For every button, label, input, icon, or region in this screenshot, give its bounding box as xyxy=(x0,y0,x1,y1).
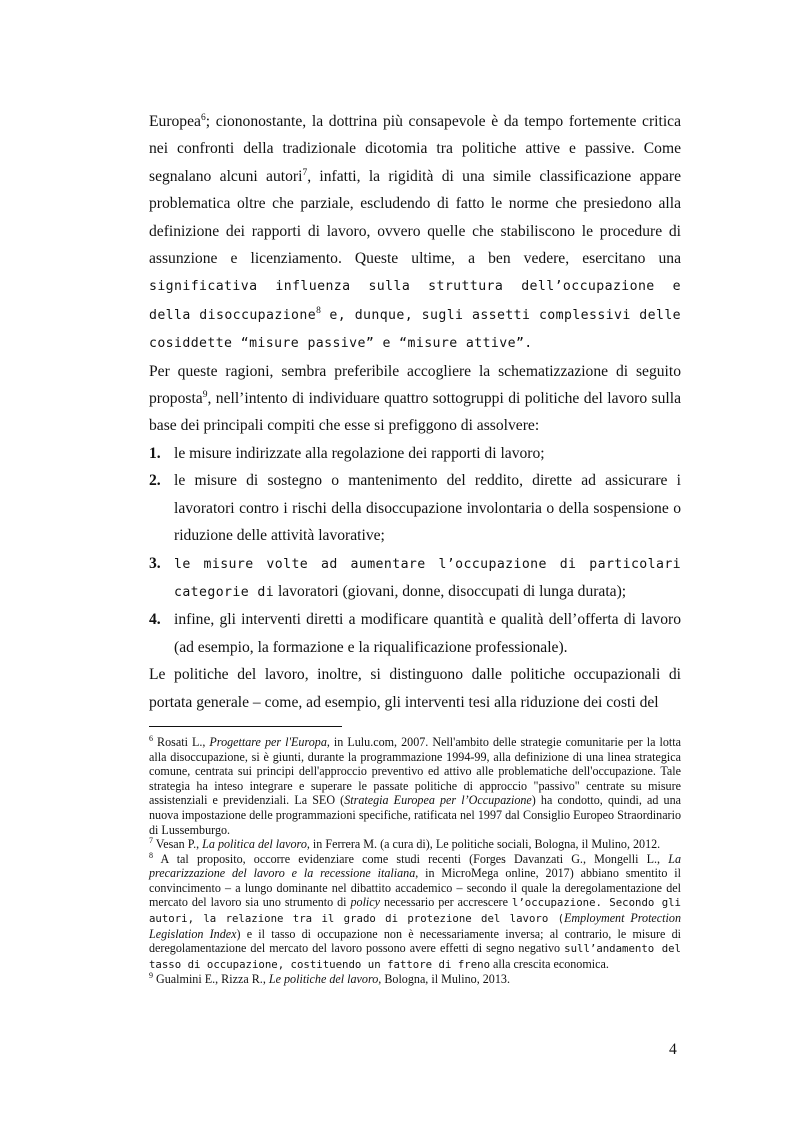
list-item: 2. le misure di sostegno o mantenimento del reddito, dirette ad assicurare i lavoratori contro i rischi della disoccupazione involontaria o della sospensione o riduzione delle attività lavorative; xyxy=(149,472,681,545)
footnote-separator xyxy=(149,726,342,727)
page-content xyxy=(149,108,681,987)
footnote-ref-9[interactable]: 9 xyxy=(202,389,208,400)
footnotes xyxy=(149,735,681,987)
footnote-ref-6[interactable]: 6 xyxy=(200,112,206,123)
footnote-7: $^7$ Vesan P., La politica del lavoro, in Ferrera M. (a cura di), Le politiche sociali, Bologna, il Mulino, 2012. xyxy=(149,836,661,852)
footnote-ref-8[interactable]: 8 xyxy=(316,305,321,316)
main-text xyxy=(149,108,681,716)
footnote-ref-7[interactable]: 7 xyxy=(302,167,308,178)
paragraph-3: Le politiche del lavoro, inoltre, si distinguono dalle politiche occupazionali di portata generale – come, ad esempio, gli interventi tesi alla riduzione dei costi del xyxy=(149,666,681,711)
list-item: 3. le misure volte ad aumentare l’occupazione di particolari categorie di lavoratori (giovani, donne, disoccupati di lunga durata); xyxy=(149,554,681,600)
footnote-9: $^9$ Gualmini E., Rizza R., Le politiche del lavoro, Bologna, il Mulino, 2013. xyxy=(149,971,510,987)
footnote-8: $^8$ A tal proposito, occorre evidenziare come studi recenti (Forges Davanzati G., Mongelli L., La precarizzazione del lavoro e la recessione italiana, in MicroMega online, 2017) abbiano smentito il convincimento – a lungo dominante nel dibattito accademico – secondo il quale la deregolamentazione del mercato del lavoro sia uno strumento di policy necessario per accrescere l’occupazione. Secondo gli autori, la relazione tra il grado di protezione del lavoro (Employment Protection Legislation Index) e il tasso di occupazione non è necessariamente inversa; al contrario, le misure di deregolamentazione del mercato del lavoro possono avere effetti di segno negativo sull’andamento del tasso di occupazione, costituendo un fattore di freno alla crescita economica. xyxy=(149,850,682,971)
list-item: 4. infine, gli interventi diretti a modificare quantità e qualità dell’offerta di lavoro (ad esempio, la formazione e la riqualificazione professionale). xyxy=(149,611,681,656)
numbered-list xyxy=(149,440,681,661)
page-number: 4 xyxy=(669,1041,677,1058)
paragraph-1: Europea$^6$; ciononostante, la dottrina più consapevole è da tempo fortemente critica nei confronti della tradizionale dicotomia tra politiche attive e passive. Come segnalano alcuni autori$^7$, infatti, la rigidità di una simile classificazione appare problematica oltre che parziale, escludendo di fatto le norme che presiedono alla definizione dei rapporti di lavoro, ovvero quelle che stabiliscono le procedure di assunzione e licenziamento. Queste ultime, a ben vedere, esercitano una significativa influenza sulla struttura dell’occupazione e della disoccupazione$^8$ e, dunque, sugli assetti complessivi delle cosiddette “misure passive” e “misure attive”. xyxy=(149,112,682,352)
list-item: 1. le misure indirizzate alla regolazione dei rapporti di lavoro; xyxy=(149,444,545,462)
paragraph-2: Per queste ragioni, sembra preferibile accogliere la schematizzazione di seguito proposta$^9$, nell’intento di individuare quattro sottogruppi di politiche del lavoro sulla base dei principali compiti che esse si prefiggono di assolvere: xyxy=(149,362,681,435)
footnote-6: $^6$ Rosati L., Progettare per l'Europa, in Lulu.com, 2007. Nell'ambito delle strategie comunitarie per la lotta alla disoccupazione, si è giunti, durante la programmazione 1994-99, alla definizione di una linea strategica comune, centrata sui principi dell'approccio preventivo ed attivo alle problematiche dell'occupazione. Tale strategia ha inteso integrare e superare le passate politiche di approccio "passivo" centrate su misure assistenziali e previdenziali. La SEO (Strategia Europea per l’Occupazione) ha condotto, quindi, ad una nuova impostazione delle programmazioni specifiche, ratificata nel 1997 dal Consiglio Europeo Straordinario di Lussemburgo. xyxy=(149,733,681,837)
